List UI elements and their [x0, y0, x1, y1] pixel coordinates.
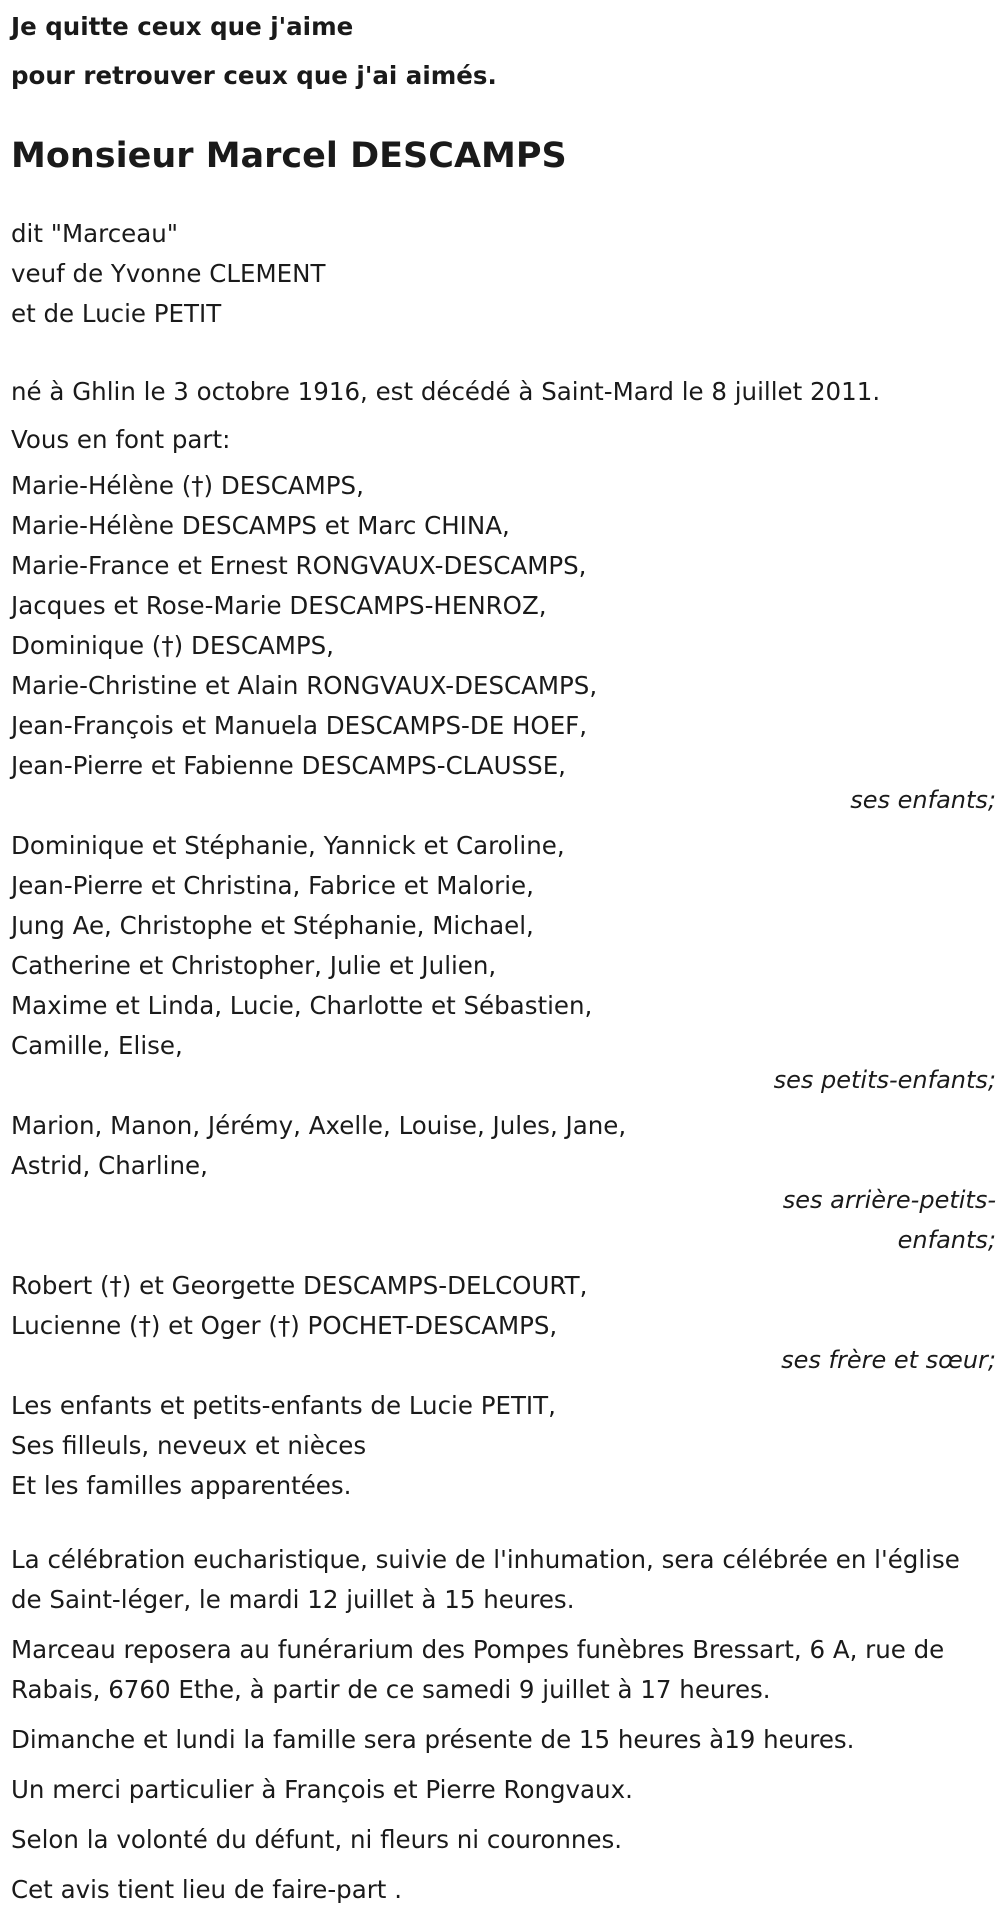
list-item: Jean-Pierre et Christina, Fabrice et Malorie, — [11, 871, 534, 900]
role-siblings: ses frère et sœur; — [781, 1346, 996, 1374]
list-item: Camille, Elise, — [11, 1031, 183, 1060]
closing-section — [11, 1540, 996, 1910]
list-item: Jacques et Rose-Marie DESCAMPS-HENROZ, — [11, 591, 547, 620]
list-item: Marie-Christine et Alain RONGVAUX-DESCAMPS, — [11, 671, 598, 700]
list-item: Astrid, Charline, — [11, 1151, 208, 1180]
role-line: ses arrière-petits- — [782, 1186, 996, 1214]
list-item: Catherine et Christopher, Julie et Julien, — [11, 951, 497, 980]
deceased-name: Monsieur Marcel DESCAMPS — [11, 136, 567, 176]
list-item: Maxime et Linda, Lucie, Charlotte et Sébastien, — [11, 991, 593, 1020]
family-group-siblings — [11, 1266, 996, 1346]
identity-widow-1: veuf de Yvonne CLEMENT — [11, 259, 326, 288]
list-item: Dominique (†) DESCAMPS, — [11, 631, 334, 660]
list-item: Marion, Manon, Jérémy, Axelle, Louise, Jules, Jane, — [11, 1111, 627, 1140]
no-flowers-line: Selon la volonté du défunt, ni fleurs ni couronnes. — [11, 1825, 623, 1854]
ceremony-info: La célébration eucharistique, suivie de l'inhumation, sera célébrée en l'église de Saint-léger, le mardi 12 juillet à 15 heures. — [11, 1545, 960, 1614]
epigraph-line-2: pour retrouver ceux que j'ai aimés. — [11, 61, 497, 90]
identity — [11, 214, 996, 334]
birth-death: né à Ghlin le 3 octobre 1916, est décédé à Saint-Mard le 8 juillet 2011. — [11, 377, 881, 406]
other-relatives — [11, 1386, 996, 1506]
list-item: Ses filleuls, neveux et nièces — [11, 1431, 367, 1460]
identity-widow-2: et de Lucie PETIT — [11, 299, 222, 328]
thanks-line: Un merci particulier à François et Pierre Rongvaux. — [11, 1775, 633, 1804]
visiting-hours: Dimanche et lundi la famille sera présente de 15 heures à19 heures. — [11, 1725, 855, 1754]
identity-nickname: dit "Marceau" — [11, 219, 179, 248]
list-item: Jung Ae, Christophe et Stéphanie, Michael, — [11, 911, 534, 940]
list-item: Marie-France et Ernest RONGVAUX-DESCAMPS, — [11, 551, 587, 580]
role-great-grandchildren — [11, 1180, 996, 1260]
family-group-great-grandchildren — [11, 1106, 996, 1186]
list-item: Jean-François et Manuela DESCAMPS-DE HOEF, — [11, 711, 588, 740]
list-item: Robert (†) et Georgette DESCAMPS-DELCOURT, — [11, 1271, 588, 1300]
list-item: Jean-Pierre et Fabienne DESCAMPS-CLAUSSE, — [11, 751, 566, 780]
funeral-home-info: Marceau reposera au funérarium des Pompes funèbres Bressart, 6 A, rue de Rabais, 6760 Ethe, à partir de ce samedi 9 juillet à 17 heures. — [11, 1635, 945, 1704]
family-group-grandchildren — [11, 826, 996, 1066]
list-item: Marie-Hélène (†) DESCAMPS, — [11, 471, 364, 500]
epigraph-line-1: Je quitte ceux que j'aime — [11, 12, 354, 41]
role-line: enfants; — [897, 1226, 996, 1254]
list-item: Dominique et Stéphanie, Yannick et Caroline, — [11, 831, 565, 860]
list-item: Marie-Hélène DESCAMPS et Marc CHINA, — [11, 511, 510, 540]
obituary-notice — [11, 0, 996, 1910]
list-item: Lucienne (†) et Oger (†) POCHET-DESCAMPS, — [11, 1311, 558, 1340]
role-grandchildren: ses petits-enfants; — [773, 1066, 996, 1094]
announce-line: Vous en font part: — [11, 425, 231, 454]
list-item: Les enfants et petits-enfants de Lucie PETIT, — [11, 1391, 556, 1420]
epigraph — [11, 2, 996, 100]
list-item: Et les familles apparentées. — [11, 1471, 352, 1500]
role-children: ses enfants; — [850, 786, 996, 814]
notice-line: Cet avis tient lieu de faire-part . — [11, 1875, 402, 1904]
family-group-children — [11, 466, 996, 786]
